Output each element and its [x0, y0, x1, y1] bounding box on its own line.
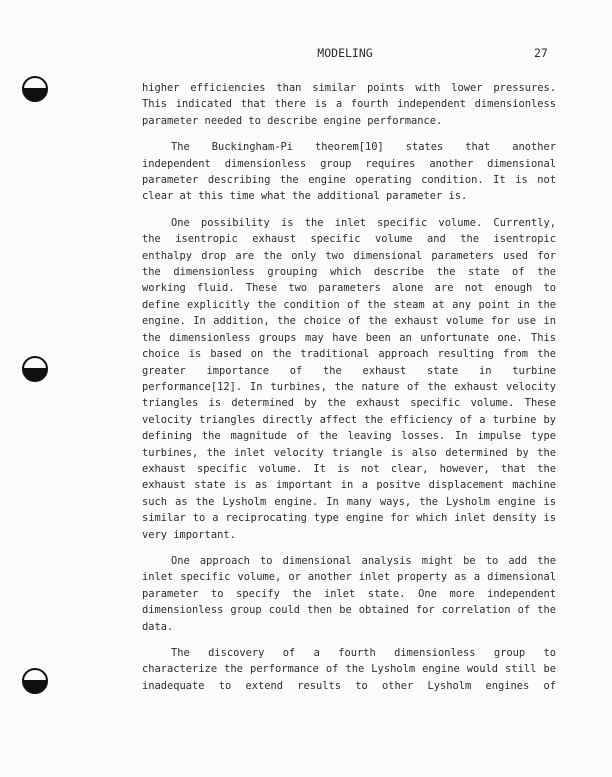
- text-line: turbines, the inlet velocity triangle is also determined by the: [142, 446, 556, 459]
- running-header-title: MODELING: [317, 46, 373, 60]
- page-body: [142, 80, 556, 704]
- text-line: parameter to specify the inlet state. One more independent: [142, 587, 556, 600]
- text-line: parameter needed to describe engine performance.: [142, 114, 443, 127]
- text-line: independent dimensionless group requires another dimensional: [142, 157, 556, 170]
- text-line: such as the Lysholm engine. In many ways, the Lysholm engine is: [142, 495, 556, 508]
- paragraph: [142, 139, 556, 205]
- text-line: engine. In addition, the choice of the exhaust volume for use in: [142, 315, 556, 328]
- text-line: working fluid. These two parameters alone are not enough to: [142, 282, 556, 295]
- text-line: One approach to dimensional analysis might be to add the: [171, 554, 556, 567]
- text-line: The discovery of a fourth dimensionless group to: [171, 647, 556, 659]
- text-line: velocity triangles directly affect the efficiency of a turbine by: [142, 413, 556, 426]
- text-line: data.: [142, 620, 174, 633]
- text-line: parameter describing the engine operating condition. It is not: [142, 174, 556, 187]
- text-line: dimensionless group could then be obtained for correlation of the: [142, 604, 556, 617]
- text-line: very important.: [142, 528, 236, 541]
- text-line: exhaust specific volume. It is not clear, however, that the: [142, 462, 556, 475]
- text-line: inadequate to extend results to other Lysholm engines of: [142, 679, 556, 692]
- text-line: characterize the performance of the Lysholm engine would still be: [142, 663, 556, 676]
- text-line: similar to a reciprocating type engine for which inlet density is: [142, 512, 556, 525]
- text-line: choice is based on the traditional approach resulting from the: [142, 348, 556, 361]
- text-line: One possibility is the inlet specific volume. Currently,: [171, 216, 556, 229]
- paragraph: [142, 215, 556, 543]
- paragraph: [142, 80, 556, 129]
- text-line: the dimensionless grouping which describe the state of the: [142, 266, 556, 279]
- text-line: define explicitly the condition of the steam at any point in the: [142, 298, 556, 311]
- text-line: higher efficiencies than similar points with lower pressures.: [142, 82, 556, 94]
- paragraph: [142, 553, 556, 635]
- text-line: triangles is determined by the exhaust specific volume. These: [142, 397, 556, 410]
- paragraph: [142, 645, 556, 694]
- text-line: clear at this time what the additional parameter is.: [142, 190, 468, 203]
- text-line: greater importance of the exhaust state in turbine: [142, 364, 556, 377]
- text-line: performance[12]. In turbines, the nature of the exhaust velocity: [142, 380, 556, 393]
- text-line: the dimensionless groups may have been an unfortunate one. This: [142, 331, 556, 344]
- hole-punch-mark: [22, 356, 48, 382]
- text-line: The Buckingham-Pi theorem[10] states that another: [171, 141, 556, 154]
- hole-punch-mark: [22, 76, 48, 102]
- text-line: exhaust state is as important in a positve displacement machine: [142, 479, 556, 492]
- text-line: inlet specific volume, or another inlet property as a dimensional: [142, 571, 556, 584]
- text-line: enthalpy drop are the only two dimensional parameters used for: [142, 249, 556, 262]
- text-line: the isentropic exhaust specific volume and the isentropic: [142, 233, 556, 246]
- text-line: This indicated that there is a fourth independent dimensionless: [142, 98, 556, 111]
- hole-punch-mark: [22, 668, 48, 694]
- page-number: 27: [534, 46, 548, 60]
- text-line: defining the magnitude of the leaving losses. In impulse type: [142, 430, 556, 443]
